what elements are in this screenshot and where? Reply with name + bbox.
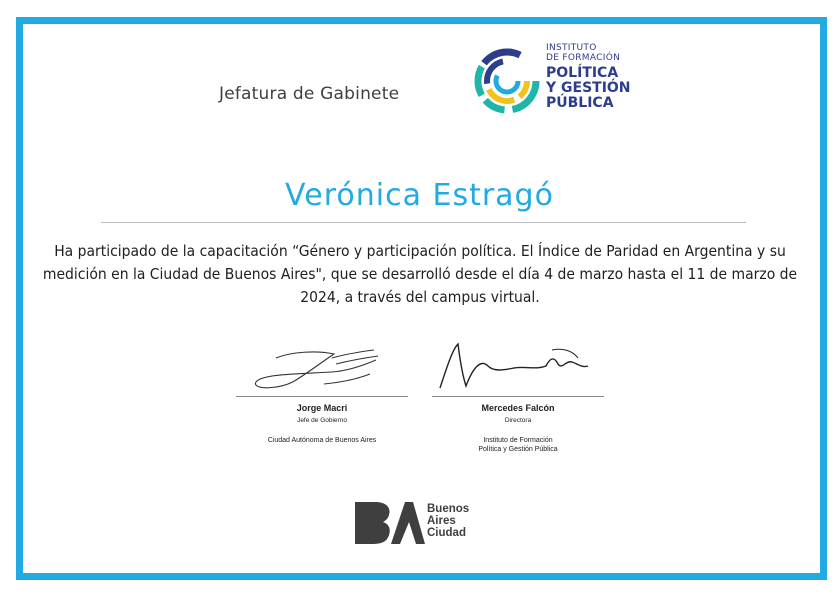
ba-line-2: Aires (427, 515, 456, 527)
signature-block-right (432, 330, 604, 454)
recipient-name: Verónica Estragó (285, 178, 554, 213)
signer-name-right: Mercedes Falcón (481, 403, 555, 413)
signer-org-right-line1: Instituto de Formación (483, 437, 553, 444)
ba-line-3: Ciudad (427, 527, 466, 539)
ba-line-1: Buenos (427, 503, 470, 515)
ifpgp-circle-logo-icon (473, 47, 541, 115)
signature-scribble-left (236, 340, 408, 396)
institute-line-3: POLÍTICA (546, 65, 619, 81)
institute-line-1: INSTITUTO (546, 43, 597, 53)
jefatura-de-gabinete-label: Jefatura de Gabinete (219, 84, 400, 104)
institute-line-5: PÚBLICA (546, 95, 614, 111)
signer-org-left: Ciudad Autónoma de Buenos Aires (267, 437, 377, 444)
signature-scribble-right (432, 330, 604, 396)
signer-name-left: Jorge Macri (296, 403, 348, 413)
certificate-body-text: Ha participado de la capacitación “Género y participación política. El Índice de Paridad en Argentina y su medición en la Ciudad de Buenos Aires", que se desarrolló desde el día 4 de marzo hasta el 11 de marzo de 2024, a través del campus virtual. (42, 242, 798, 306)
ba-logo-icon (353, 500, 425, 546)
signer-role-right: Directora (504, 417, 532, 424)
signature-block-left (236, 340, 408, 445)
signer-role-left: Jefe de Gobierno (297, 417, 347, 424)
buenos-aires-logo (353, 500, 493, 548)
signer-org-right-line2: Política y Gestión Pública (478, 446, 558, 453)
institute-line-2: DE FORMACIÓN (546, 53, 621, 63)
institute-logo (473, 44, 653, 120)
name-divider (101, 222, 746, 223)
institute-line-4: Y GESTIÓN (546, 80, 631, 96)
